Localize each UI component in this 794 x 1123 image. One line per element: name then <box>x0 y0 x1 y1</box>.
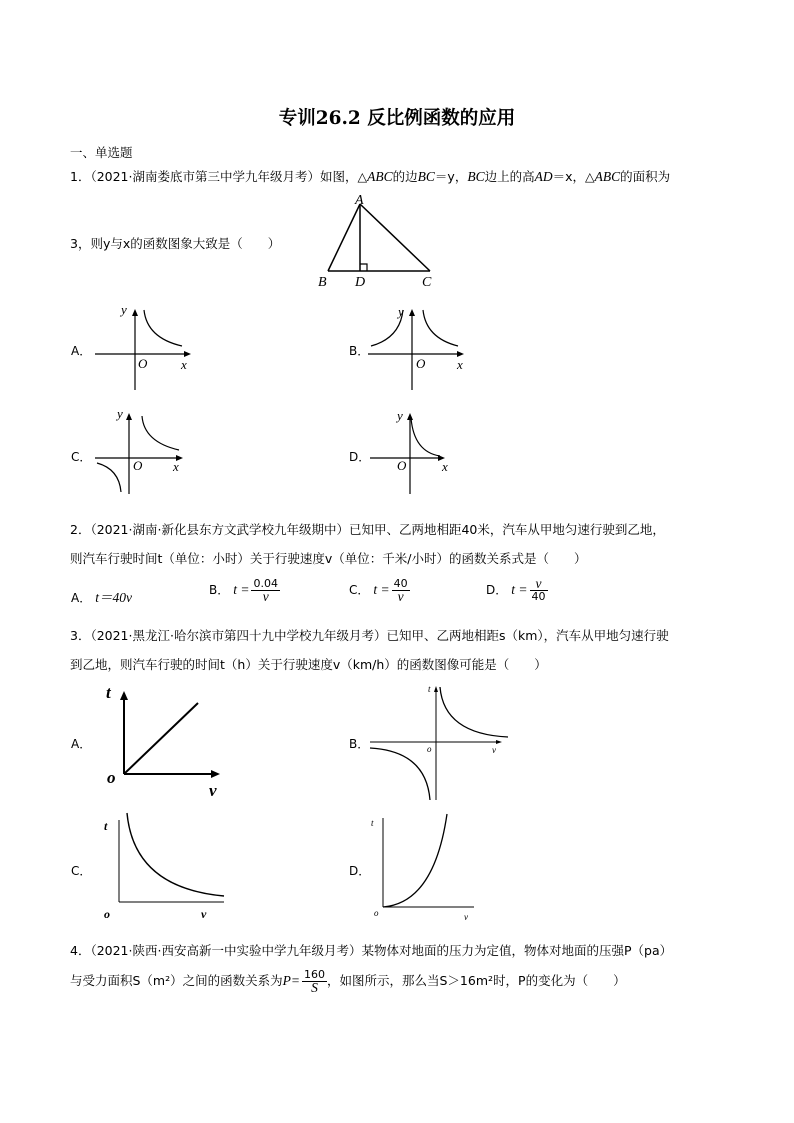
axis-t-label: t <box>371 818 374 828</box>
q3-option-d-graph <box>368 810 478 925</box>
q2-option-a <box>71 586 132 606</box>
q2-text: 已知甲、乙两地相距40米，汽车从甲地匀速行驶到乙地， <box>348 522 665 537</box>
page-title: 专训26.2 反比例函数的应用 <box>278 108 516 129</box>
origin-label: o <box>104 907 110 921</box>
q1-line2: 3，则y与x的函数图象大致是（ ） <box>70 236 281 251</box>
q4-text: 与受力面积S（m²）之间的函数关系为 <box>70 973 283 988</box>
axis-v-label: v <box>492 745 496 755</box>
q1-option-a-graph <box>95 302 205 392</box>
q1-option-d-graph <box>370 406 470 498</box>
q4-source: （2021·陕西·西安高新一中实验中学九年级月考） <box>90 943 362 958</box>
axis-t-label: t <box>106 683 111 702</box>
axis-v-label: v <box>201 907 207 921</box>
vertex-d-label: D <box>355 275 366 290</box>
q4-pressure-unit: P（pa） <box>623 943 673 958</box>
q2-option-d-fraction <box>530 578 548 603</box>
axis-x-label: x <box>173 459 179 474</box>
origin-label: O <box>138 356 148 371</box>
q2-option-d-label: D． <box>486 583 508 597</box>
q2-option-a-label: A． <box>71 591 92 605</box>
q2-line1 <box>70 520 665 538</box>
q3-line1 <box>70 626 669 644</box>
q1-abc: ABC <box>594 169 621 184</box>
axis-t-label: t <box>428 684 431 694</box>
q1-option-d-label: D． <box>349 450 371 464</box>
q3-option-b-label: B． <box>349 737 370 751</box>
q2-line2: 则汽车行驶时间t（单位：小时）关于行驶速度v（单位：千米/小时）的函数关系式是（ ） <box>70 551 587 566</box>
q3-option-a-graph <box>104 680 229 800</box>
q2-source: （2021·湖南·新化县东方文武学校九年级期中） <box>90 522 349 537</box>
section-heading: 一、单选题 <box>70 145 133 160</box>
q4-line1 <box>70 941 672 959</box>
q3-line2: 到乙地，则汽车行驶的时间t（h）关于行驶速度v（km/h）的函数图像可能是（ ） <box>70 657 547 672</box>
q4-text: ，如图所示，那么当 <box>326 973 440 988</box>
axis-t-label: t <box>104 819 108 833</box>
triangle-figure <box>310 192 440 292</box>
origin-label: O <box>397 458 407 473</box>
axis-y-label: y <box>398 304 404 319</box>
q2-number: 2． <box>70 522 91 537</box>
q3-text: 已知甲、乙两地相距s（km），汽车从甲地匀速行驶 <box>386 628 669 643</box>
q1-number: 1． <box>70 169 91 184</box>
axis-v-label: v <box>209 781 217 800</box>
q1-text: 如图， <box>320 169 358 184</box>
axis-y-label: y <box>117 406 123 421</box>
q3-number: 3． <box>70 628 91 643</box>
axis-y-label: y <box>397 408 403 423</box>
fraction-numerator: v <box>530 578 548 591</box>
q1-bc: BC <box>467 169 485 184</box>
q3-option-a-label: A． <box>71 737 92 751</box>
q1-text: 的边 <box>392 169 418 184</box>
q2-option-b-fraction <box>251 578 280 603</box>
q1-triangle-symbol: △ <box>357 169 368 184</box>
fraction-denominator: S <box>311 980 318 995</box>
q3-option-c-label: C． <box>71 864 92 878</box>
q2-option-d <box>486 578 548 603</box>
q1-ad: AD <box>534 169 553 184</box>
q2-option-b-label: B． <box>209 583 230 597</box>
q3-source: （2021·黑龙江·哈尔滨市第四十九中学校九年级月考） <box>90 628 387 643</box>
q1-bc: BC <box>417 169 435 184</box>
q1-option-b-label: B． <box>349 344 370 358</box>
q4-line2 <box>70 969 626 994</box>
q1-option-c-graph <box>95 406 205 498</box>
vertex-b-label: B <box>318 275 327 290</box>
q4-formula-lhs: P= <box>282 973 300 988</box>
q4-text: P的变化为（ ） <box>518 973 626 988</box>
origin-label: O <box>133 458 143 473</box>
q2-option-b <box>209 578 280 603</box>
fraction-denominator: v <box>262 589 269 604</box>
q2-option-b-lhs: t = <box>233 582 250 597</box>
q2-option-c-lhs: t = <box>373 582 390 597</box>
axis-y-label: y <box>121 302 127 317</box>
q1-option-c-label: C． <box>71 450 92 464</box>
vertex-c-label: C <box>422 275 432 290</box>
fraction-denominator: v <box>397 589 404 604</box>
axis-x-label: x <box>457 357 463 372</box>
q2-option-a-expr: t＝40v <box>95 590 132 605</box>
origin-label: o <box>427 744 432 754</box>
q2-option-c-label: C． <box>349 583 370 597</box>
q3-option-d-label: D． <box>349 864 371 878</box>
q4-number: 4． <box>70 943 91 958</box>
axis-x-label: x <box>181 357 187 372</box>
origin-label: O <box>416 356 426 371</box>
q1-text: 的面积为 <box>620 169 671 184</box>
q4-text: 某物体对地面的压力为定值，物体对地面的压强 <box>361 943 624 958</box>
fraction-numerator: 160 <box>303 968 325 981</box>
q2-option-d-lhs: t = <box>511 582 528 597</box>
origin-label: o <box>374 908 379 918</box>
axis-x-label: x <box>442 459 448 474</box>
origin-label: o <box>107 768 116 787</box>
q1-source: （2021·湖南娄底市第三中学九年级月考） <box>90 169 320 184</box>
fraction-numerator: 40 <box>393 577 408 590</box>
axis-v-label: v <box>464 912 468 922</box>
q2-option-c <box>349 578 410 603</box>
q4-formula-fraction <box>302 969 327 994</box>
q1-triangle-symbol: △ <box>585 169 595 184</box>
q1-text: ＝x， <box>552 169 586 184</box>
q1-option-a-label: A． <box>71 344 92 358</box>
q1-line1 <box>70 167 670 185</box>
q4-condition: S＞16m²时， <box>439 973 519 988</box>
vertex-a-label: A <box>355 193 364 208</box>
q1-option-b-graph <box>368 302 478 392</box>
q1-abc: ABC <box>367 169 393 184</box>
fraction-numerator: 0.04 <box>253 577 278 590</box>
q3-option-c-graph <box>100 810 230 925</box>
fraction-denominator: 40 <box>531 590 546 603</box>
q1-text: 边上的高 <box>484 169 535 184</box>
q3-option-b-graph <box>368 682 518 804</box>
q1-text: ＝y， <box>434 169 468 184</box>
q2-option-c-fraction <box>392 578 410 603</box>
